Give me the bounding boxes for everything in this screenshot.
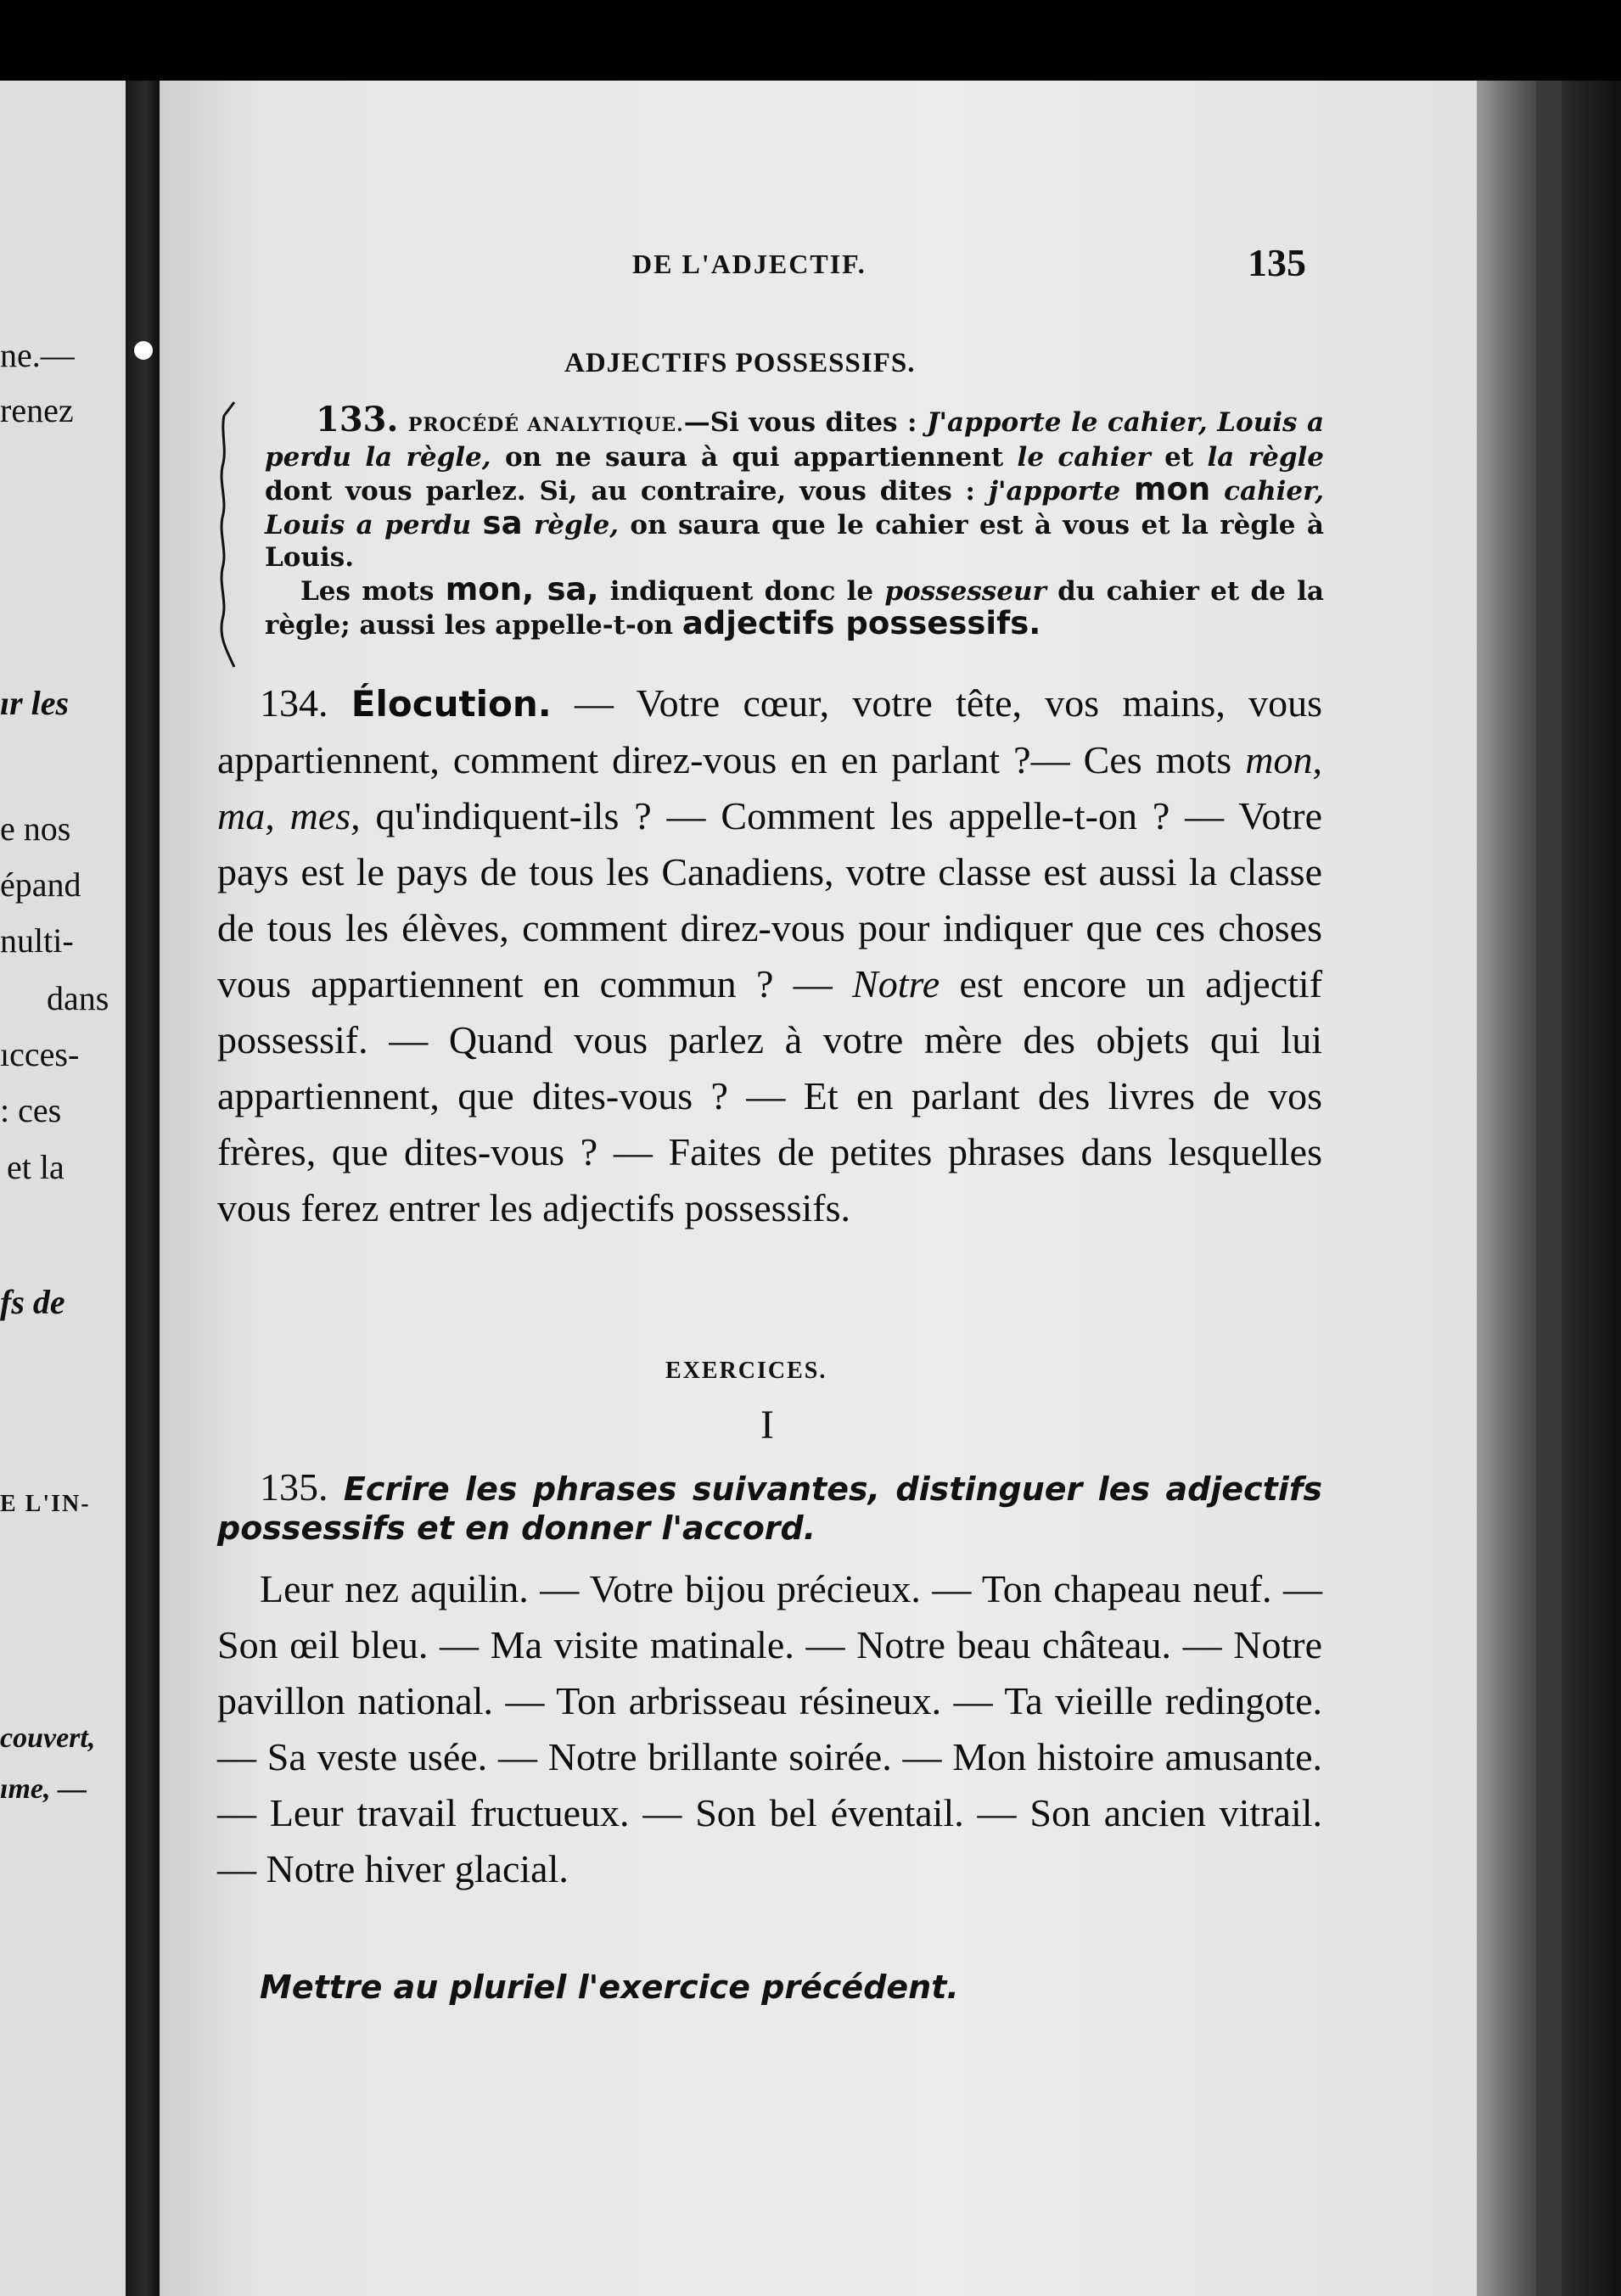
page-number: 135: [1248, 241, 1306, 284]
exercises-heading: EXERCICES.: [665, 1358, 827, 1384]
book-gutter: [126, 81, 160, 2296]
text: indiquent donc le: [598, 576, 885, 607]
example-italic: j'apporte: [988, 476, 1121, 507]
paragraph-133-part-1: [265, 400, 1325, 574]
scan-speck: [134, 341, 153, 360]
example-italic: cahier, Louis a perdu: [265, 476, 1324, 540]
left-fragment: nulti-: [0, 921, 74, 960]
left-fragment: : ces: [0, 1091, 62, 1129]
paragraph-133: [265, 400, 1325, 641]
left-fragment: e nos: [0, 809, 71, 848]
example-italic: mon, ma, mes,: [217, 738, 1322, 837]
follow-up-instruction: Mettre au pluriel l'exercice précédent.: [260, 1968, 959, 2006]
left-fragment: ıme, —: [0, 1773, 87, 1805]
page-edge: [1477, 81, 1621, 2296]
keyword-bold: mon, sa,: [445, 571, 599, 608]
example-italic: le cahier: [1017, 442, 1151, 473]
left-fragment: ır les: [0, 684, 70, 722]
left-page-margin: [0, 81, 126, 2296]
text: est encore un adjectif possessif. — Quand vous parlez à votre mère des objets qui lui appartiennent, que dites-vous ? — Et en parlant des livres de vos frères, que dites-vous ? — Faites de petites phrases dans lesquelles vous ferez entrer les adjectifs possessifs.: [217, 962, 1323, 1229]
keyword-bold: sa: [482, 505, 523, 541]
text: qu'indiquent-ils ? — Comment les appelle-t-on ? — Votre pays est le pays de tous les Canadiens, votre classe est aussi la classe de tous les élèves, comment direz-vous pour indiquer que ces choses vous appartiennent en commun ? —: [217, 794, 1322, 1005]
exercise-roman-numeral: I: [760, 1403, 774, 1448]
example-italic: Notre: [852, 962, 940, 1005]
left-fragment: renez: [0, 391, 74, 429]
example-italic: possesseur: [884, 576, 1046, 607]
running-header: DE L'ADJECTIF.: [632, 249, 867, 279]
exercise-sentences: Leur nez aquilin. — Votre bijou précieux. — Ton chapeau neuf. — Son œil bleu. — Ma visite matinale. — Notre beau château. — Notre pavillon national. — Ton arbrisseau résineux. — Ta vieille redingote. — Sa veste usée. — Notre brillante soirée. — Mon histoire amusante. — Leur travail fructueux. — Son bel éventail. — Son ancien vitrail. — Notre hiver glacial.: [217, 1567, 1322, 1890]
text: —Si vous dites :: [683, 407, 927, 438]
text: Les mots: [300, 576, 446, 607]
paragraph-134: [217, 675, 1322, 1236]
text: dont vous parlez. Si, au contraire, vous dites :: [265, 476, 989, 507]
paragraph-number: 134.: [260, 681, 328, 725]
paragraph-label: Élocution.: [351, 683, 552, 725]
instruction-text: Ecrire les phrases suivantes, distinguer les adjectifs possessifs et en donner l'accord.: [217, 1470, 1322, 1547]
example-italic: règle,: [533, 510, 619, 540]
paragraph-number: 135.: [260, 1465, 328, 1509]
margin-bracket-mark: [219, 399, 238, 670]
left-fragment: E L'IN-: [0, 1491, 91, 1517]
paragraph-label: PROCÉDÉ ANALYTIQUE.: [407, 414, 684, 436]
left-fragment: couvert,: [0, 1722, 96, 1754]
paragraph-133-part-2: [265, 571, 1324, 641]
example-italic: J'apporte le cahier, Louis a perdu la règle,: [265, 407, 1325, 473]
text: on ne saura à qui appartiennent: [491, 442, 1018, 473]
text: on saura que le cahier est à vous et la règle à Louis.: [265, 510, 1324, 573]
keyword-bold: mon: [1133, 471, 1211, 507]
keyword-bold: adjectifs possessifs.: [681, 605, 1041, 641]
text: et: [1150, 442, 1208, 473]
left-fragment: épand: [0, 865, 81, 904]
left-fragment: ne.—: [0, 336, 75, 374]
text: du cahier et de la règle; aussi les appelle-t-on: [265, 576, 1324, 641]
left-fragment: ıcces-: [0, 1035, 80, 1073]
paragraph-number: 133.: [316, 400, 399, 440]
example-italic: la règle: [1207, 442, 1324, 473]
section-title: ADJECTIFS POSSESSIFS.: [564, 348, 916, 378]
exercise-instruction: [217, 1465, 1322, 1548]
left-fragment: et la: [7, 1148, 65, 1186]
text: — Votre cœur, votre tête, vos mains, vous appartiennent, comment direz-vous en en parlant ?— Ces mots: [217, 681, 1322, 781]
left-fragment: dans: [47, 979, 109, 1017]
left-fragment: fs de: [0, 1283, 65, 1321]
